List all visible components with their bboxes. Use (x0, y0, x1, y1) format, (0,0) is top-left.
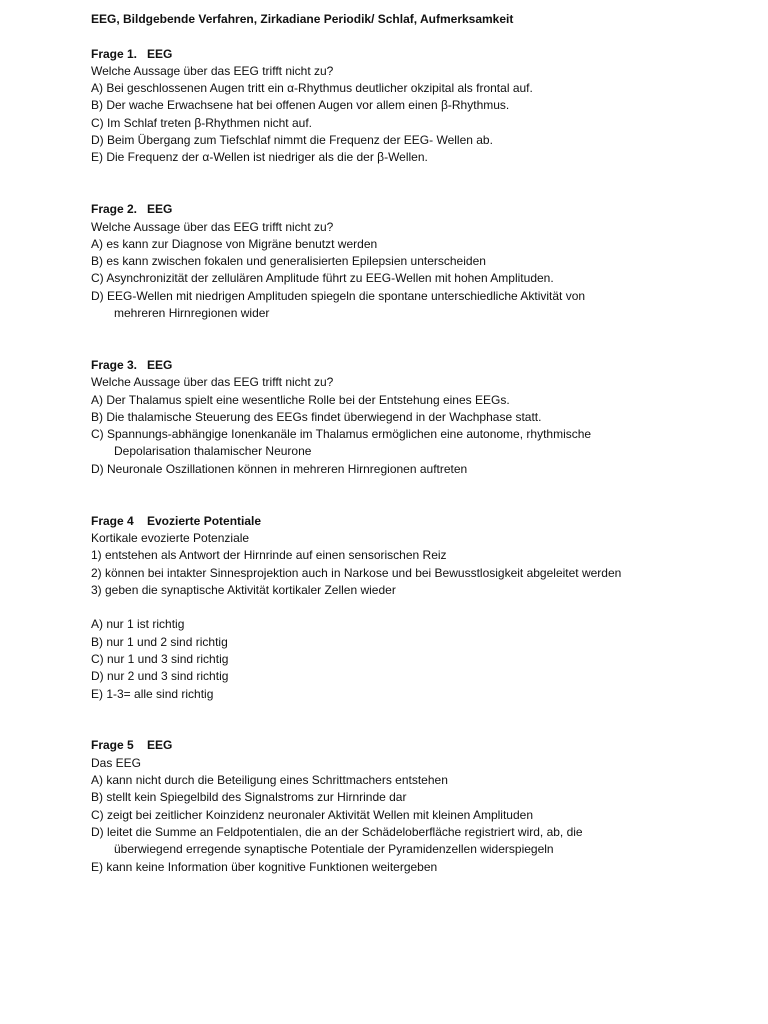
spacer (91, 703, 751, 738)
answer-option: D) Beim Übergang zum Tiefschlaf nimmt die Frequenz der EEG- Wellen ab. (91, 133, 493, 148)
answer-option: C) Im Schlaf treten β-Rhythmen nicht auf. (91, 115, 312, 130)
question-stem: Welche Aussage über das EEG trifft nicht zu? (91, 219, 334, 234)
question-3 (91, 357, 751, 478)
spacer (91, 322, 751, 357)
question-2 (91, 201, 751, 322)
question-number: Frage 1. (91, 46, 138, 61)
answer-option-continuation: Depolarisation thalamischer Neurone (114, 444, 312, 459)
question-topic: EEG (147, 202, 173, 217)
answer-option: E) Die Frequenz der α-Wellen ist niedriger als die der β-Wellen. (91, 150, 428, 165)
question-5 (91, 737, 751, 875)
answer-option: A) Bei geschlossenen Augen tritt ein α-Rhythmus deutlicher okzipital als frontal auf. (91, 81, 533, 96)
question-topic: EEG (147, 46, 173, 61)
question-header (91, 737, 751, 754)
statement: 2) können bei intakter Sinnesprojektion auch in Narkose und bei Bewusstlosigkeit abgeleitet werden (91, 565, 622, 580)
answer-option: C) zeigt bei zeitlicher Koinzidenz neuronaler Aktivität Wellen mit kleinen Amplituden (91, 807, 534, 822)
document-title: EEG, Bildgebende Verfahren, Zirkadiane Periodik/ Schlaf, Aufmerksamkeit (91, 12, 514, 26)
answer-option: C) Spannungs-abhängige Ionenkanäle im Thalamus ermöglichen eine autonome, rhythmische (91, 427, 592, 442)
question-header (91, 46, 751, 63)
spacer (91, 167, 751, 202)
answer-option-continuation: mehreren Hirnregionen wider (114, 306, 270, 321)
question-number: Frage 5 (91, 738, 134, 753)
question-1 (91, 46, 751, 167)
question-stem: Das EEG (91, 755, 142, 770)
statement: 1) entstehen als Antwort der Hirnrinde auf einen sensorischen Reiz (91, 548, 447, 563)
statement: 3) geben die synaptische Aktivität kortikaler Zellen wieder (91, 582, 396, 597)
answer-option: B) stellt kein Spiegelbild des Signalstroms zur Hirnrinde dar (91, 790, 407, 805)
question-header (91, 513, 751, 530)
answer-option: B) Der wache Erwachsene hat bei offenen Augen vor allem einen β-Rhythmus. (91, 98, 510, 113)
answer-option: A) Der Thalamus spielt eine wesentliche Rolle bei der Entstehung eines EEGs. (91, 392, 510, 407)
question-stem: Kortikale evozierte Potenziale (91, 530, 250, 545)
answer-option: C) nur 1 und 3 sind richtig (91, 651, 229, 666)
answer-option: D) Neuronale Oszillationen können in mehreren Hirnregionen auftreten (91, 461, 468, 476)
answer-option: D) EEG-Wellen mit niedrigen Amplituden spiegeln die spontane unterschiedliche Aktivität von (91, 288, 586, 303)
answer-option: B) es kann zwischen fokalen und generalisierten Epilepsien unterscheiden (91, 254, 486, 269)
question-stem: Welche Aussage über das EEG trifft nicht zu? (91, 63, 334, 78)
answer-option: A) es kann zur Diagnose von Migräne benutzt werden (91, 236, 378, 251)
question-header (91, 201, 751, 218)
answer-option: E) kann keine Information über kognitive Funktionen weitergeben (91, 859, 438, 874)
answer-option: B) nur 1 und 2 sind richtig (91, 634, 228, 649)
question-stem: Welche Aussage über das EEG trifft nicht zu? (91, 375, 334, 390)
question-number: Frage 3. (91, 357, 138, 372)
question-topic: Evozierte Potentiale (147, 513, 262, 528)
question-topic: EEG (147, 357, 173, 372)
answer-option: B) Die thalamische Steuerung des EEGs findet überwiegend in der Wachphase statt. (91, 409, 542, 424)
question-4 (91, 513, 751, 703)
spacer (91, 478, 751, 513)
answer-option-continuation: überwiegend erregende synaptische Potentiale der Pyramidenzellen widerspiegeln (114, 842, 554, 857)
answer-option: A) nur 1 ist richtig (91, 617, 185, 632)
answer-option: D) leitet die Summe an Feldpotentialen, die an der Schädeloberfläche registriert wird, ab, die (91, 824, 583, 839)
answer-option: E) 1-3= alle sind richtig (91, 686, 214, 701)
question-number: Frage 2. (91, 202, 138, 217)
document-page (91, 10, 751, 876)
answer-option: D) nur 2 und 3 sind richtig (91, 669, 229, 684)
question-header (91, 357, 751, 374)
answer-option: C) Asynchronizität der zellulären Amplitude führt zu EEG-Wellen mit hohen Amplituden. (91, 271, 554, 286)
question-number: Frage 4 (91, 513, 134, 528)
answer-option: A) kann nicht durch die Beteiligung eines Schrittmachers entstehen (91, 773, 448, 788)
spacer (91, 599, 751, 616)
spacer (91, 28, 751, 45)
question-topic: EEG (147, 738, 173, 753)
